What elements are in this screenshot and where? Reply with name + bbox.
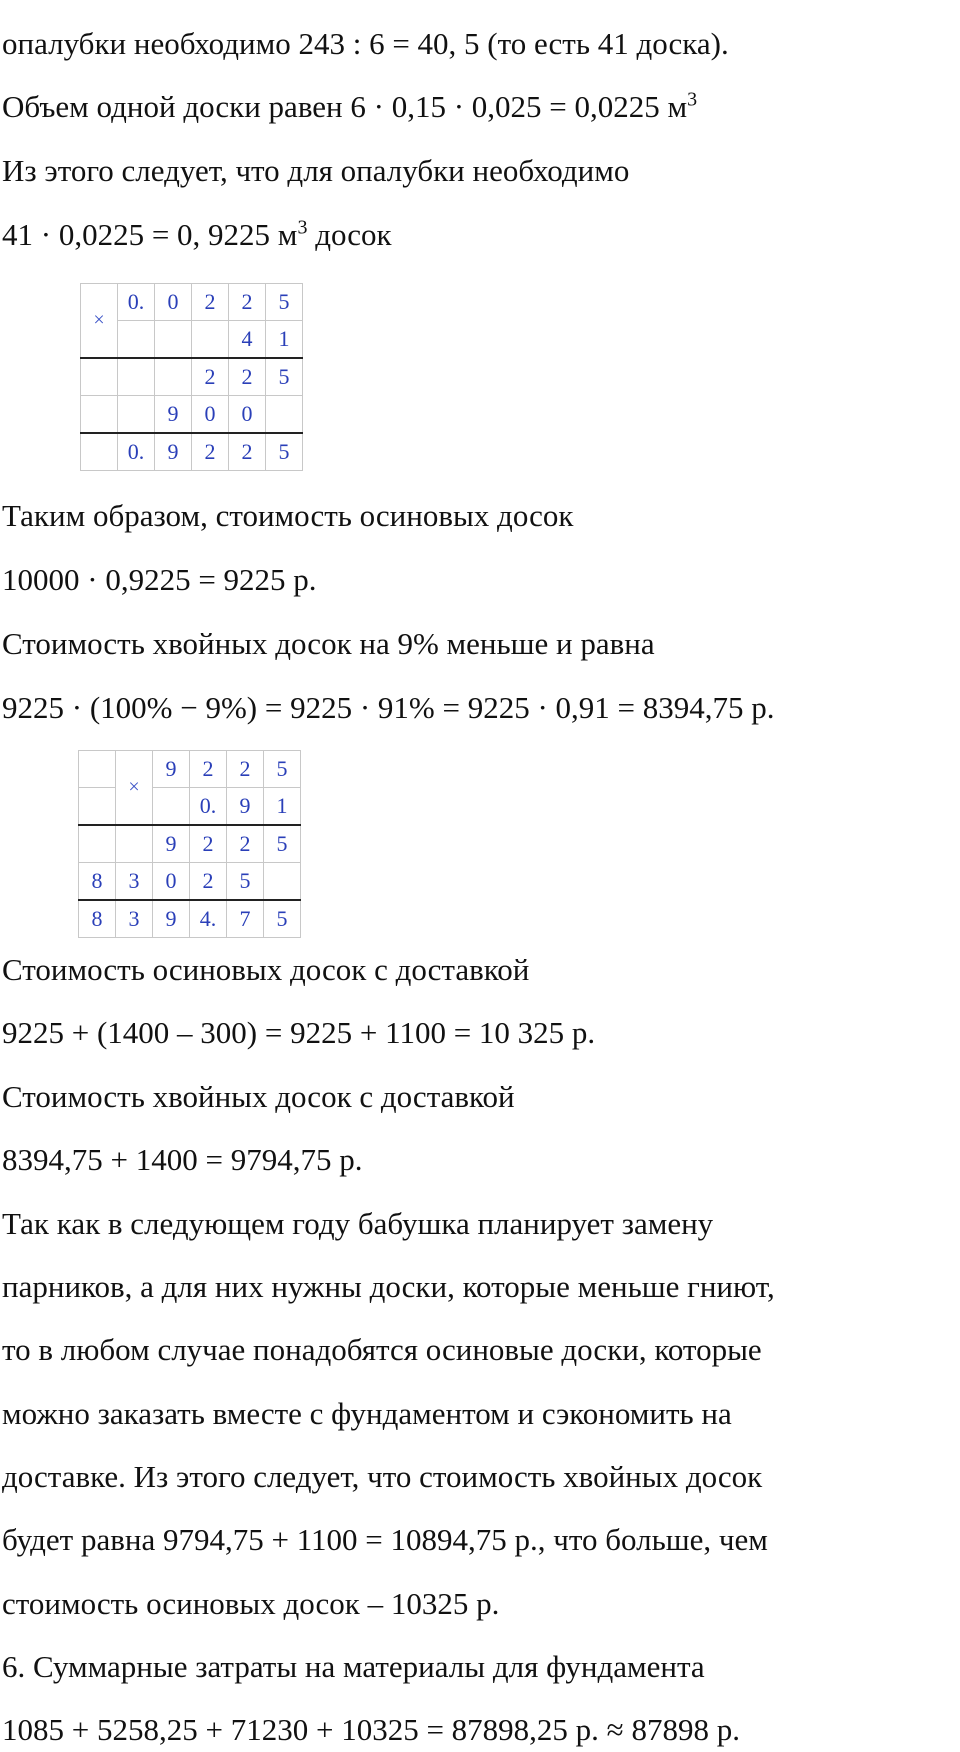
- grid-cell: 3: [116, 900, 153, 938]
- grid-cell: 2: [227, 825, 264, 863]
- text-line: Объем одной доски равен 6 · 0,15 · 0,025 = 0,0225 $м^3$: [2, 88, 698, 124]
- grid-cell: 2: [229, 358, 266, 396]
- grid-cell: 9: [153, 900, 190, 938]
- text-line: 6. Суммарные затраты на материалы для фундамента: [2, 1649, 705, 1684]
- grid-cell: [153, 788, 190, 826]
- grid-cell: [116, 825, 153, 863]
- grid-cell: 0.: [190, 788, 227, 826]
- grid-cell: 2: [192, 358, 229, 396]
- text-line: 10000 · 0,9225 = 9225 р.: [2, 562, 317, 597]
- text-line: можно заказать вместе с фундаментом и сэкономить на: [2, 1396, 732, 1431]
- grid-cell: 5: [264, 751, 301, 788]
- text-line: Из этого следует, что для опалубки необходимо: [2, 153, 630, 188]
- grid-cell: [155, 358, 192, 396]
- grid-cell: [266, 396, 303, 434]
- text-line: Так как в следующем году бабушка планирует замену: [2, 1206, 714, 1241]
- text-line: 1085 + 5258,25 + 71230 + 10325 = 87898,25 р. ≈ 87898 р.: [2, 1712, 740, 1747]
- grid-cell: [118, 358, 155, 396]
- text-line: Стоимость осиновых досок с доставкой: [2, 952, 530, 987]
- grid-cell: [118, 321, 155, 359]
- grid-cell: 9: [227, 788, 264, 826]
- grid-cell: 2: [192, 433, 229, 471]
- grid-cell: 2: [227, 751, 264, 788]
- text-line: доставке. Из этого следует, что стоимость хвойных досок: [2, 1459, 763, 1494]
- grid-cell: [81, 396, 118, 434]
- text-line: стоимость осиновых досок – 10325 р.: [2, 1586, 500, 1621]
- grid-cell: 5: [264, 825, 301, 863]
- grid-cell: [79, 788, 116, 826]
- grid-cell: 0.: [118, 433, 155, 471]
- grid-cell: [79, 751, 116, 788]
- text-line: 41 · 0,0225 = 0, 9225 $м^3$ досок: [2, 216, 392, 252]
- grid-cell: [81, 433, 118, 471]
- grid-cell: 0: [192, 396, 229, 434]
- grid-cell: 2: [190, 825, 227, 863]
- grid-cell: 9: [155, 396, 192, 434]
- grid-cell: 0: [229, 396, 266, 434]
- text-line: то в любом случае понадобятся осиновые доски, которые: [2, 1332, 762, 1367]
- grid-cell: 8: [79, 900, 116, 938]
- grid-cell: 2: [190, 863, 227, 901]
- grid-cell: 4: [229, 321, 266, 359]
- text-line: 8394,75 + 1400 = 9794,75 р.: [2, 1142, 363, 1177]
- grid-cell: 4.: [190, 900, 227, 938]
- text-line: опалубки необходимо 243 : 6 = 40, 5 (то есть 41 доска).: [2, 26, 729, 61]
- grid-cell: [81, 358, 118, 396]
- grid-cell: 0: [153, 863, 190, 901]
- grid-cell: 2: [192, 284, 229, 321]
- grid-cell: [155, 321, 192, 359]
- grid-cell: [192, 321, 229, 359]
- grid-cell: 0: [155, 284, 192, 321]
- grid-cell: 5: [266, 284, 303, 321]
- grid-cell: 5: [264, 900, 301, 938]
- text-line: 9225 + (1400 – 300) = 9225 + 1100 = 10 325 р.: [2, 1015, 596, 1050]
- grid-cell: [264, 863, 301, 901]
- grid-cell: 9: [153, 751, 190, 788]
- grid-cell: 9: [153, 825, 190, 863]
- multiplication-grid-1: [80, 283, 303, 471]
- multiplication-grid-2: [78, 750, 301, 938]
- text-line: Таким образом, стоимость осиновых досок: [2, 498, 574, 533]
- text-line: парников, а для них нужны доски, которые меньше гниют,: [2, 1269, 775, 1304]
- text-line: 9225 · (100% − 9%) = 9225 · 91% = 9225 · 0,91 = 8394,75 р.: [2, 690, 775, 725]
- grid-cell: 2: [229, 284, 266, 321]
- text-line: будет равна 9794,75 + 1100 = 10894,75 р., что больше, чем: [2, 1522, 768, 1557]
- grid-cell: 1: [264, 788, 301, 826]
- grid-cell: [118, 396, 155, 434]
- grid-cell: 9: [155, 433, 192, 471]
- grid-cell: 5: [266, 358, 303, 396]
- grid-cell: [79, 825, 116, 863]
- grid-cell: 3: [116, 863, 153, 901]
- grid-cell: 8: [79, 863, 116, 901]
- text-line: Стоимость хвойных досок с доставкой: [2, 1079, 515, 1114]
- grid-cell: 1: [266, 321, 303, 359]
- grid-cell: 0.: [118, 284, 155, 321]
- text-line: Стоимость хвойных досок на 9% меньше и равна: [2, 626, 655, 661]
- multiply-sign: ×: [81, 284, 118, 359]
- grid-cell: 5: [266, 433, 303, 471]
- grid-cell: 7: [227, 900, 264, 938]
- multiply-sign: ×: [116, 751, 153, 826]
- grid-cell: 2: [229, 433, 266, 471]
- grid-cell: 5: [227, 863, 264, 901]
- grid-cell: 2: [190, 751, 227, 788]
